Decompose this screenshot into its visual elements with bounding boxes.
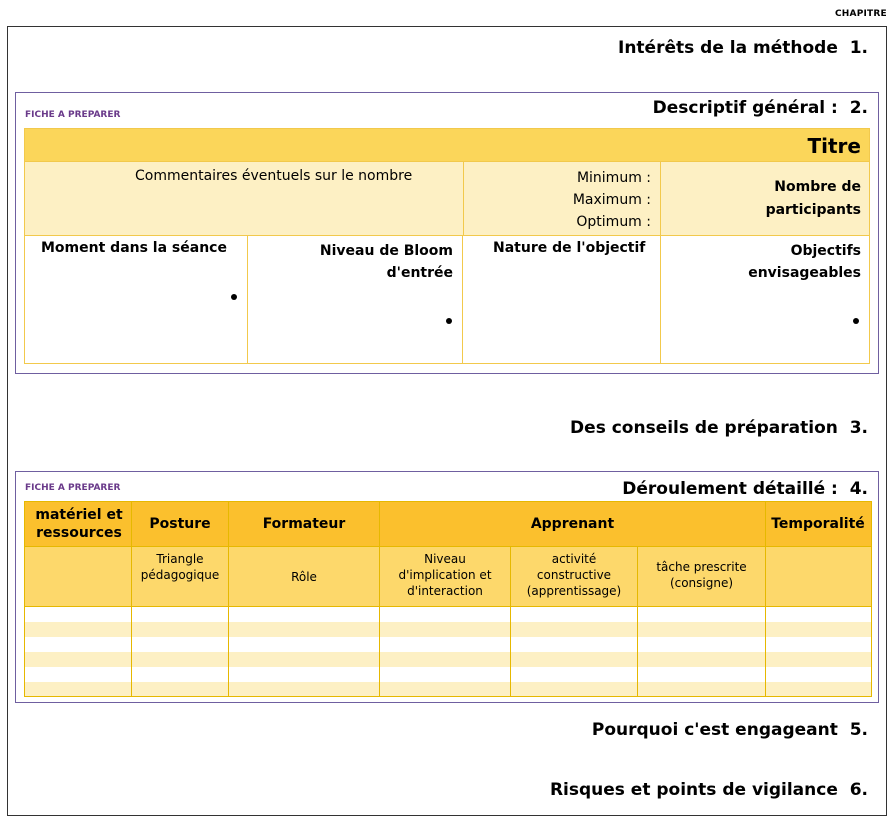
column-divider (379, 502, 380, 696)
descriptif-title-bar (25, 129, 869, 162)
objectifs-label (745, 240, 861, 284)
section-5-title: Pourquoi c'est engageant (591, 720, 838, 740)
niveau-line-2: d'implication et (398, 568, 492, 582)
section-2-title: Descriptif général : (652, 98, 838, 118)
section-4-title: Déroulement détaillé : (622, 479, 838, 499)
materiel-line-1: matériel et (35, 507, 123, 523)
maximum-label: Maximum : (572, 192, 651, 208)
column-divider (510, 547, 511, 696)
activite-line-1: activité (551, 552, 597, 566)
tache-subheader (638, 559, 765, 591)
table-row (25, 682, 871, 696)
section-3-number: 3. (849, 418, 868, 438)
bloom-line-2: d'entrée (386, 265, 453, 281)
objectifs-line-1: Objectifs (790, 243, 861, 259)
participant-limits (563, 167, 651, 233)
niveau-subheader (380, 551, 510, 599)
commentaires-text: Commentaires éventuels sur le nombre (135, 168, 413, 184)
column-divider (131, 502, 132, 696)
section-3-title: Des conseils de préparation (570, 418, 838, 438)
section-2-number: 2. (849, 98, 868, 118)
niveau-line-3: d'interaction (407, 584, 483, 598)
section-4-heading (622, 479, 868, 499)
formateur-header: Formateur (262, 516, 346, 532)
nature-label: Nature de l'objectif (493, 240, 646, 256)
activite-subheader (511, 551, 637, 599)
moment-label: Moment dans la séance (41, 240, 227, 256)
descriptif-title: Titre (807, 134, 861, 158)
section-6-heading (550, 780, 868, 800)
optimum-label: Optimum : (576, 214, 651, 230)
objectifs-line-2: envisageables (748, 265, 861, 281)
bloom-label (313, 240, 453, 284)
tache-line-2: (consigne) (669, 576, 734, 590)
fiche-label: FICHE A PREPARER (25, 483, 121, 493)
section-6-number: 6. (849, 780, 868, 800)
column-divider (228, 502, 229, 696)
fiche-label: FICHE A PREPARER (25, 110, 121, 120)
triangle-subheader (132, 551, 228, 583)
section-6-title: Risques et points de vigilance (549, 780, 838, 800)
nombre-participants-label (761, 176, 861, 222)
temporalite-header: Temporalité (771, 516, 865, 532)
minimum-label: Minimum : (576, 170, 651, 186)
nombre-participants-line-1: Nombre de (774, 179, 861, 195)
posture-header: Posture (149, 516, 211, 532)
materiel-line-2: ressources (36, 525, 122, 541)
bullet-icon (853, 318, 859, 324)
section-5-heading (592, 720, 868, 740)
apprenant-header: Apprenant (530, 516, 615, 532)
column-divider (660, 162, 661, 236)
section-4-number: 4. (849, 479, 868, 499)
section-5-number: 5. (849, 720, 868, 740)
table-row (25, 622, 871, 637)
table-row (25, 667, 871, 682)
activite-line-3: (apprentissage) (526, 584, 622, 598)
section-1-number: 1. (849, 38, 868, 58)
bullet-icon (231, 294, 237, 300)
table-row (25, 652, 871, 667)
triangle-line-1: Triangle (156, 552, 204, 566)
table-row (25, 607, 871, 622)
bullet-icon (446, 318, 452, 324)
materiel-header (27, 506, 131, 542)
objectifs-row (25, 236, 869, 363)
section-1-title: Intérêts de la méthode (618, 38, 838, 58)
column-divider (637, 547, 638, 696)
role-subheader: Rôle (291, 570, 317, 584)
bloom-line-1: Niveau de Bloom (319, 243, 453, 259)
deroulement-header-row (25, 502, 871, 547)
niveau-line-1: Niveau (424, 552, 466, 566)
column-divider (660, 236, 661, 363)
column-divider (765, 502, 766, 696)
participants-row (25, 162, 869, 236)
deroulement-table (24, 501, 872, 697)
activite-line-2: constructive (536, 568, 612, 582)
column-divider (463, 162, 464, 236)
section-2-heading (653, 98, 868, 118)
descriptif-table (24, 128, 870, 364)
tache-line-1: tâche prescrite (656, 560, 747, 574)
column-divider (462, 236, 463, 363)
section-1-heading (618, 38, 868, 58)
table-row (25, 637, 871, 652)
section-3-heading (570, 418, 868, 438)
nombre-participants-line-2: participants (765, 202, 861, 218)
triangle-line-2: pédagogique (140, 568, 220, 582)
deroulement-subheader-row (25, 547, 871, 607)
chapter-label: CHAPITRE (835, 9, 887, 19)
column-divider (247, 236, 248, 363)
